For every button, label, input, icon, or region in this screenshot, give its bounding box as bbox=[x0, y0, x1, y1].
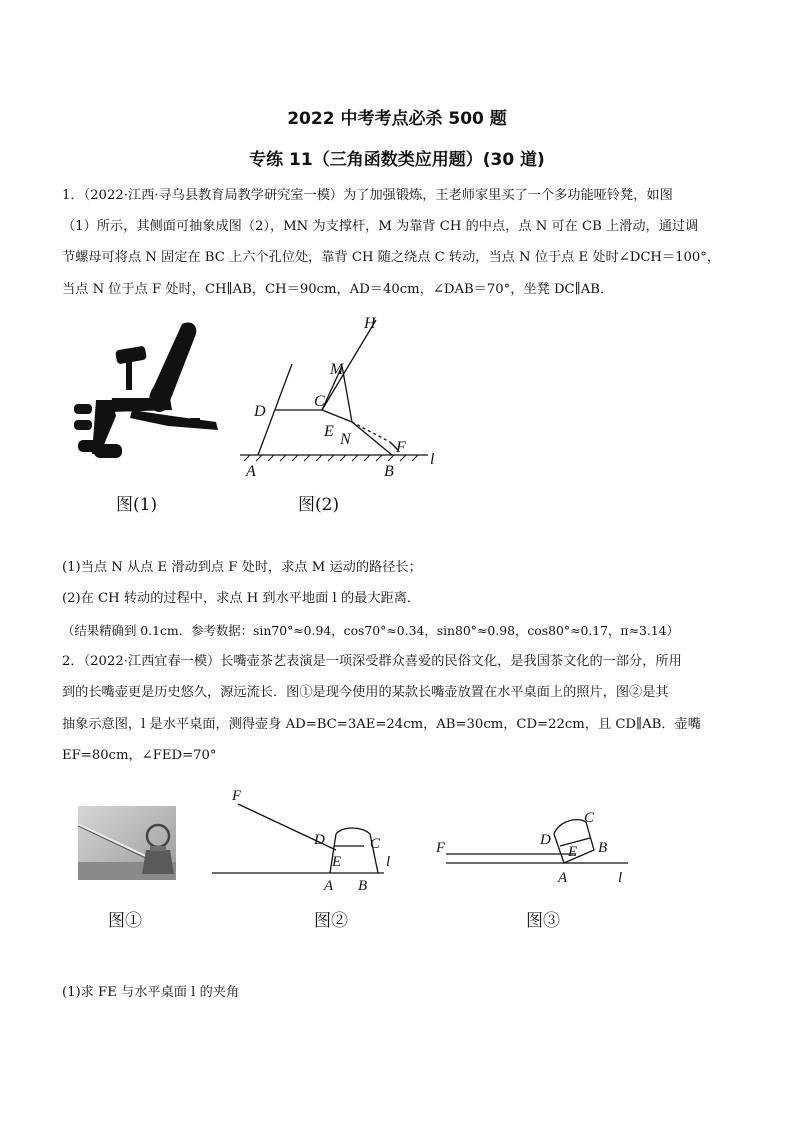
q1-subquestion-2: (2)在 CH 转动的过程中，求点 H 到水平地面 l 的最大距离． bbox=[62, 591, 421, 606]
q2-fig3-diagram bbox=[436, 800, 636, 890]
q2-subquestion-1: (1)求 FE 与水平桌面 l 的夹角 bbox=[62, 985, 240, 1000]
fig3-label-C: C bbox=[584, 810, 595, 826]
q2-fig2-diagram bbox=[212, 784, 402, 894]
label-H: H bbox=[364, 315, 376, 332]
q1-reference-note: （结果精确到 0.1cm．参考数据：sin70°≈0.94，cos70°≈0.34，sin80°≈0.98，cos80°≈0.17，π≈3.14） bbox=[62, 623, 679, 638]
q1-text-line-2: （1）所示，其侧面可抽象成图（2），MN 为支撑杆，M 为靠背 CH 的中点，点 N 可在 CB 上滑动，通过调 bbox=[62, 219, 699, 234]
q2-fig3-caption: 图③ bbox=[526, 911, 560, 931]
page-subtitle: 专练 11（三角函数类应用题）(30 道) bbox=[249, 150, 545, 170]
label-E: E bbox=[324, 423, 334, 440]
q2-fig1-caption: 图① bbox=[108, 911, 142, 931]
q1-geometry-diagram bbox=[240, 312, 450, 480]
q2-text-line-4: EF=80cm，∠FED=70° bbox=[62, 748, 217, 763]
q1-fig2-caption: 图(2) bbox=[298, 495, 340, 515]
q1-fig1-caption: 图(1) bbox=[116, 495, 158, 515]
label-D: D bbox=[254, 403, 266, 420]
fig2-label-A: A bbox=[324, 878, 334, 894]
q1-subquestion-1: (1)当点 N 从点 E 滑动到点 F 处时，求点 M 运动的路径长； bbox=[62, 560, 422, 575]
label-N: N bbox=[340, 431, 351, 448]
label-F: F bbox=[396, 439, 406, 456]
fig3-label-l: l bbox=[618, 870, 623, 886]
label-C: C bbox=[314, 393, 325, 410]
label-B: B bbox=[384, 463, 394, 480]
fig3-label-A: A bbox=[558, 870, 568, 886]
teapot-photo-figure bbox=[78, 806, 176, 880]
label-l: l bbox=[430, 451, 435, 468]
q1-text-line-4: 当点 N 位于点 F 处时，CH∥AB，CH＝90cm，AD＝40cm，∠DAB＝70°，坐凳 DC∥AB． bbox=[62, 282, 614, 297]
q2-text-line-1: 2．（2022·江西宜春一模）长嘴壶茶艺表演是一项深受群众喜爱的民俗文化，是我国茶文化的一部分，所用 bbox=[62, 654, 682, 669]
fig2-label-E: E bbox=[332, 854, 342, 870]
fig3-label-B: B bbox=[598, 840, 608, 856]
label-M: M bbox=[330, 361, 344, 378]
fig3-label-D: D bbox=[540, 832, 551, 848]
page-title: 2022 中考考点必杀 500 题 bbox=[287, 109, 507, 129]
fig2-label-D: D bbox=[314, 832, 325, 848]
label-A: A bbox=[246, 463, 256, 480]
fig2-label-B: B bbox=[358, 878, 368, 894]
fig2-label-F: F bbox=[232, 788, 242, 804]
q1-text-line-3: 节螺母可将点 N 固定在 BC 上六个孔位处，靠背 CH 随之绕点 C 转动，当点 N 位于点 E 处时∠DCH＝100°， bbox=[62, 250, 721, 265]
fig3-label-F: F bbox=[436, 840, 446, 856]
fig3-label-E: E bbox=[568, 844, 578, 860]
q2-text-line-2: 到的长嘴壶更是历史悠久，源远流长．图①是现今使用的某款长嘴壶放置在水平桌面上的照片，图②是其 bbox=[62, 685, 669, 700]
q1-text-line-1: 1．（2022·江西·寻乌县教育局教学研究室一模）为了加强锻炼，王老师家里买了一个多功能哑铃凳，如图 bbox=[62, 188, 673, 203]
fig2-label-C: C bbox=[370, 836, 381, 852]
q2-text-line-3: 抽象示意图，l 是水平桌面，测得壶身 AD=BC=3AE=24cm，AB=30cm，CD=22cm，且 CD∥AB．壶嘴 bbox=[62, 717, 701, 732]
q2-fig2-caption: 图② bbox=[314, 911, 348, 931]
bench-photo-figure bbox=[72, 318, 222, 468]
fig2-label-l: l bbox=[386, 854, 391, 870]
